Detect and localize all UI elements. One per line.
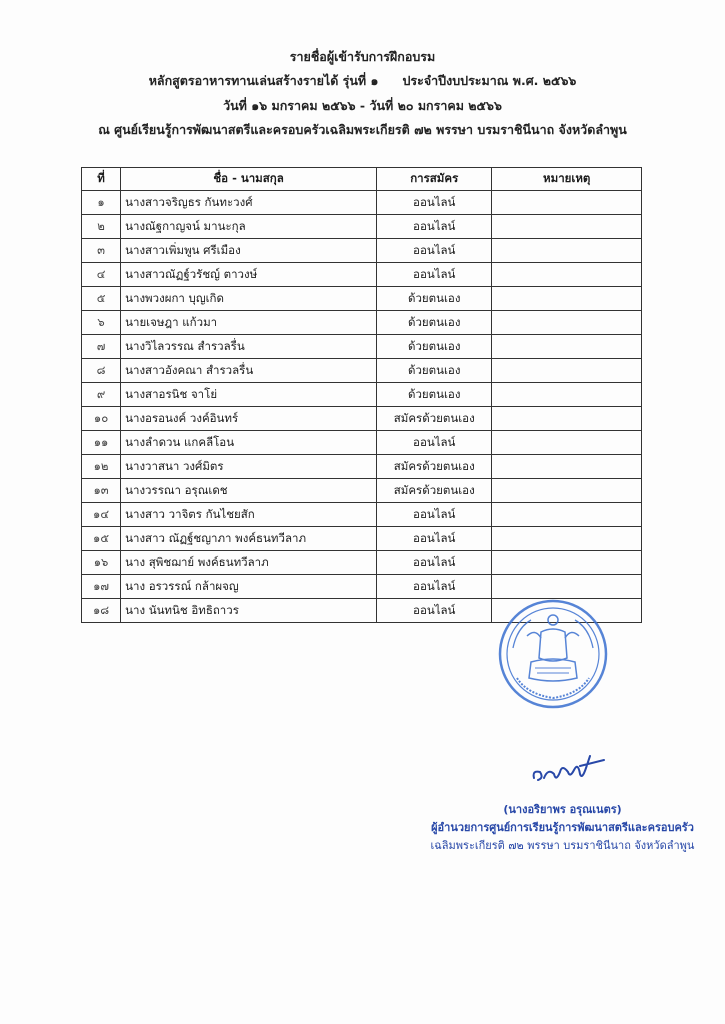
participant-name: นางสาว ณัฏฐ์ชญาภา พงค์ธนทวีลาภ: [121, 527, 377, 551]
participant-name: นางสาวณัฏฐ์วรัชญ์ ตาวงษ์: [121, 263, 377, 287]
signatory-name: (นางอริยาพร อรุณเนตร): [503, 803, 622, 816]
remark: [492, 527, 642, 551]
row-number: ๑: [82, 191, 121, 215]
registration-method: สมัครด้วยตนเอง: [377, 455, 492, 479]
registration-method: ออนไลน์: [377, 503, 492, 527]
participant-name: นางวาสนา วงศ์มิตร: [121, 455, 377, 479]
remark: [492, 239, 642, 263]
row-number: ๗: [82, 335, 121, 359]
participant-name: นางสาว วาจิตร กันไชยสัก: [121, 503, 377, 527]
column-header-registration: การสมัคร: [377, 168, 492, 191]
seal-deity-arms: [527, 632, 579, 638]
table-row: [82, 503, 642, 527]
signatory-position-line-1: ผู้อำนวยการศูนย์การเรียนรู้การพัฒนาสตรีและครอบครัว: [431, 821, 694, 834]
column-header-name: ชื่อ - นามสกุล: [121, 168, 377, 191]
seal-inner-ring: [507, 608, 599, 700]
training-dates: วันที่ ๑๖ มกราคม ๒๕๖๖ - วันที่ ๒๐ มกราคม ๒๕๖๖: [223, 98, 502, 113]
registration-method: สมัครด้วยตนเอง: [377, 479, 492, 503]
participant-name: นางสาวอังคณา สำรวลรื่น: [121, 359, 377, 383]
official-seal-stamp: [497, 598, 609, 710]
remark: [492, 287, 642, 311]
remark: [492, 335, 642, 359]
remark: [492, 455, 642, 479]
row-number: ๒: [82, 215, 121, 239]
participant-table: [81, 167, 642, 623]
remark: [492, 263, 642, 287]
table-row: [82, 527, 642, 551]
registration-method: ด้วยตนเอง: [377, 287, 492, 311]
column-header-no: ที่: [82, 168, 121, 191]
seal-deity-head: [548, 615, 558, 625]
registration-method: ออนไลน์: [377, 527, 492, 551]
participant-name: นางลำดวน แกคลีโอน: [121, 431, 377, 455]
table-row: [82, 383, 642, 407]
table-row: [82, 479, 642, 503]
row-number: ๑๑: [82, 431, 121, 455]
table-row: [82, 263, 642, 287]
table-row: [82, 551, 642, 575]
row-number: ๑๕: [82, 527, 121, 551]
remark: [492, 359, 642, 383]
row-number: ๔: [82, 263, 121, 287]
seal-deity-body: [539, 629, 567, 661]
signature-mark: [528, 748, 608, 788]
table-row: [82, 287, 642, 311]
participant-name: นางวรรณา อรุณเดช: [121, 479, 377, 503]
registration-method: ออนไลน์: [377, 215, 492, 239]
table-row: [82, 239, 642, 263]
table-row: [82, 335, 642, 359]
table-body: [82, 191, 642, 623]
table-row: [82, 407, 642, 431]
registration-method: ออนไลน์: [377, 431, 492, 455]
table-row: [82, 359, 642, 383]
registration-method: ออนไลน์: [377, 191, 492, 215]
remark: [492, 503, 642, 527]
remark: [492, 479, 642, 503]
training-location: ณ ศูนย์เรียนรู้การพัฒนาสตรีและครอบครัวเฉลิมพระเกียรติ ๗๒ พรรษา บรมราชินีนาถ จังหวัดลำพูน: [98, 122, 627, 137]
registration-method: ออนไลน์: [377, 599, 492, 623]
participant-name: นางสาวเพิ่มพูน ศรีเมือง: [121, 239, 377, 263]
row-number: ๙: [82, 383, 121, 407]
remark: [492, 191, 642, 215]
participant-name: นางสาวจริญธร กันทะวงศ์: [121, 191, 377, 215]
registration-method: ด้วยตนเอง: [377, 311, 492, 335]
row-number: ๑๖: [82, 551, 121, 575]
row-number: ๕: [82, 287, 121, 311]
remark: [492, 431, 642, 455]
fiscal-year: ประจำปีงบประมาณ พ.ศ. ๒๕๖๖: [402, 73, 577, 88]
participant-name: นาง สุพิชฌาย์ พงค์ธนทวีลาภ: [121, 551, 377, 575]
row-number: ๓: [82, 239, 121, 263]
registration-method: ด้วยตนเอง: [377, 359, 492, 383]
table-row: [82, 455, 642, 479]
remark: [492, 407, 642, 431]
registration-method: ออนไลน์: [377, 551, 492, 575]
row-number: ๑๗: [82, 575, 121, 599]
course-line: [0, 71, 725, 91]
registration-method: สมัครด้วยตนเอง: [377, 407, 492, 431]
remark: [492, 215, 642, 239]
signatory-position-line-2: เฉลิมพระเกียรติ ๗๒ พรรษา บรมราชินีนาถ จังหวัดลำพูน: [430, 839, 695, 852]
row-number: ๑๔: [82, 503, 121, 527]
participant-name: นางณัฐกาญจน์ มานะกุล: [121, 215, 377, 239]
row-number: ๑๘: [82, 599, 121, 623]
participant-name: นาง อรวรรณ์ กล้าผจญ: [121, 575, 377, 599]
document-title: รายชื่อผู้เข้ารับการฝึกอบรม: [289, 49, 436, 64]
participant-name: นางวิไลวรรณ สำรวลรื่น: [121, 335, 377, 359]
table-row: [82, 191, 642, 215]
registration-method: ออนไลน์: [377, 575, 492, 599]
participant-name: นางพวงผกา บุญเกิด: [121, 287, 377, 311]
remark: [492, 551, 642, 575]
participant-name: นางสาอรนิช จาโย่: [121, 383, 377, 407]
remark: [492, 311, 642, 335]
row-number: ๑๓: [82, 479, 121, 503]
remark: [492, 575, 642, 599]
table-row: [82, 575, 642, 599]
table-row: [82, 431, 642, 455]
row-number: ๑๒: [82, 455, 121, 479]
registration-method: ด้วยตนเอง: [377, 335, 492, 359]
participant-name: นายเจษฎา แก้วมา: [121, 311, 377, 335]
seal-outer-ring: [500, 601, 606, 707]
participant-name: นางอรอนงค์ วงค์อินทร์: [121, 407, 377, 431]
table-row: [82, 311, 642, 335]
seal-base-lines: [535, 668, 571, 673]
remark: [492, 383, 642, 407]
seal-ornament-left-right: [513, 620, 593, 648]
table-header-row: [82, 168, 642, 191]
table-row: [82, 215, 642, 239]
seal-lotus-base: [529, 659, 577, 681]
row-number: ๘: [82, 359, 121, 383]
row-number: ๑๐: [82, 407, 121, 431]
registration-method: ออนไลน์: [377, 239, 492, 263]
registration-method: ออนไลน์: [377, 263, 492, 287]
registration-method: ด้วยตนเอง: [377, 383, 492, 407]
course-name: หลักสูตรอาหารทานเล่นสร้างรายได้ รุ่นที่ ๑: [148, 73, 379, 88]
participant-name: นาง นันทนิช อิทธิถาวร: [121, 599, 377, 623]
row-number: ๖: [82, 311, 121, 335]
column-header-note: หมายเหตุ: [492, 168, 642, 191]
